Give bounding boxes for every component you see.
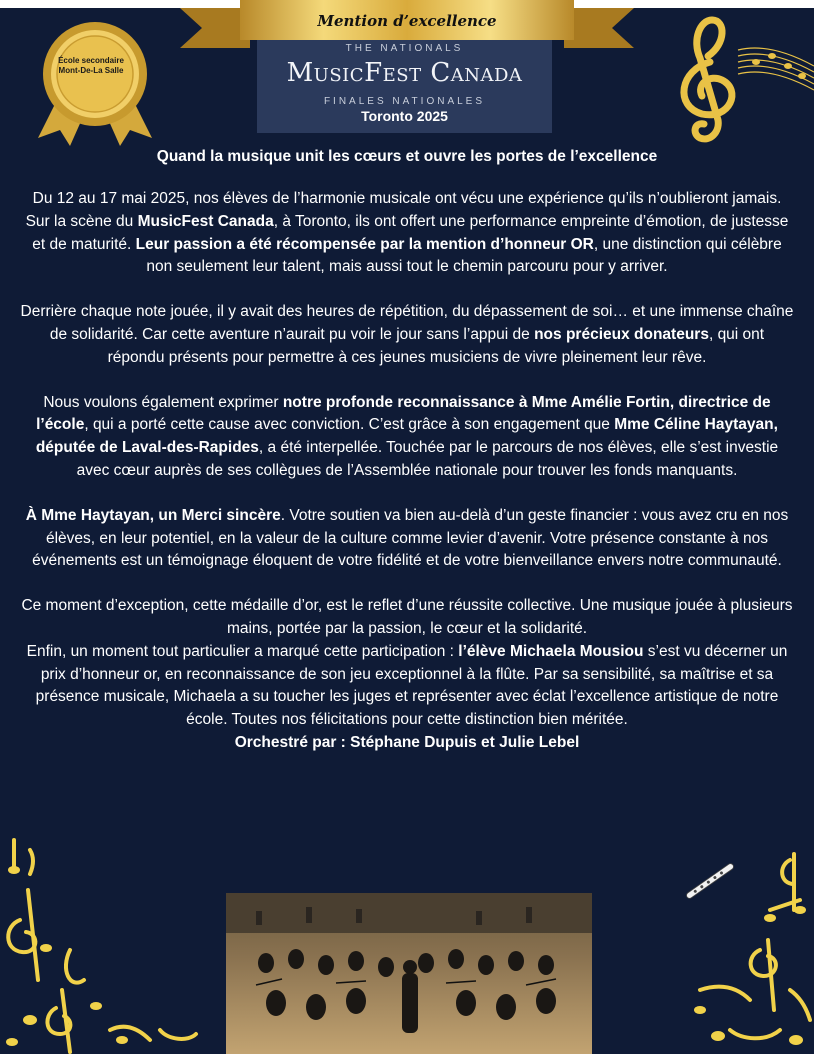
- logo-bottom-caption: FINALES NATIONALES: [323, 96, 486, 107]
- p1-bold-musicfest: MusicFest Canada: [137, 212, 274, 230]
- p6-text-c: s’est vu décerner un prix d’honneur or, en reconnaissance de son jeu exceptionnel à la flûte. Par sa sensibilité, sa maîtrise et sa présence musicale, Michaela a su toucher les juges et représenter avec éclat l’excellence artistique de notre école. Toutes nos félicitations pour cette distinction bien méritée.: [35, 642, 788, 729]
- p1-bold-passion: Leur passion a été récompensée par la mention d’honneur OR: [135, 235, 594, 253]
- p4-text-b: . Votre soutien va bien au-delà d’un geste financier : vous avez cru en nos élèves, en leur potentiel, en la valeur de la culture comme levier d’avenir. Votre présence constante à nos événements est un témoignage éloquent de votre fidélité et de votre bienveillance envers notre communauté.: [32, 506, 789, 570]
- p1-text-c: , à Toronto, ils ont offert une performance empreinte d’émotion, de justesse et de maturité.: [32, 212, 789, 253]
- paragraph-6: [20, 641, 794, 732]
- paragraph-2: [20, 301, 794, 369]
- p2-bold-donateurs: nos précieux donateurs: [534, 325, 709, 343]
- p3-text-c: , qui a porté cette cause avec conviction. C’est grâce à son engagement que: [84, 416, 615, 434]
- paragraph-3: [20, 392, 794, 483]
- p3-bold-fortin: notre profonde reconnaissance à Mme Amélie Fortin, directrice de l’école: [36, 393, 771, 434]
- logo-city: Toronto 2025: [361, 108, 448, 124]
- musicfest-logo: [257, 40, 552, 133]
- orchestra-photo: [226, 893, 592, 1054]
- ribbon-title: Mention d’excellence: [317, 12, 497, 30]
- treble-clef-icon: [660, 10, 814, 160]
- p6-text-a: Enfin, un moment tout particulier a marqué cette participation :: [26, 642, 459, 660]
- p3-text-a: Nous voulons également exprimer: [43, 393, 283, 411]
- article-title: Quand la musique unit les cœurs et ouvre les portes de l’excellence: [156, 148, 658, 165]
- logo-top-caption: THE NATIONALS: [345, 43, 464, 54]
- school-badge-text: École secondaire Mont-De-La Salle: [58, 56, 124, 75]
- p2-text-c: , qui ont répondu présents pour permettre à ces jeunes musiciens de vivre pleinement leur rêve.: [107, 325, 765, 366]
- p1-text-e: , une distinction qui célèbre non seulement leur talent, mais aussi tout le chemin parcouru pour y arriver.: [146, 235, 782, 276]
- p2-text-a: Derrière chaque note jouée, il y avait des heures de répétition, du dépassement de soi… et une immense chaîne de solidarité. Car cette aventure n’aurait pu voir le jour sans l’appui de: [20, 303, 794, 343]
- p4-bold-merci: À Mme Haytayan, un Merci sincère: [25, 506, 281, 524]
- paragraph-5: Ce moment d’exception, cette médaille d’or, est le reflet d’une réussite collective. Une musique jouée à plusieurs mains, portée par la passion, le cœur et la solidarité.: [21, 597, 793, 637]
- p6-bold-michaela: l’élève Michaela Mousiou: [458, 642, 644, 660]
- paragraph-4: [20, 505, 794, 573]
- music-notes-icon: [670, 840, 814, 1054]
- paragraph-1: [20, 188, 794, 279]
- music-notes-icon: [0, 830, 200, 1054]
- p1-text-a: Du 12 au 17 mai 2025, nos élèves de l’harmonie musicale ont vécu une expérience qu’ils n’oublieront jamais. Sur la scène du: [25, 190, 782, 230]
- signature: Orchestré par : Stéphane Dupuis et Julie Lebel: [234, 733, 580, 751]
- gold-medal-icon: [30, 18, 160, 148]
- article-body: [20, 146, 794, 777]
- logo-title: MusicFest Canada: [286, 58, 523, 88]
- p3-bold-haytayan: Mme Céline Haytayan, députée de Laval-des-Rapides: [35, 416, 778, 457]
- p3-text-e: , a été interpellée. Touchée par le parcours de nos élèves, elle s’est investie avec cœur auprès de ses collègues de l’Assemblée nationale pour trouver les fonds manquants.: [76, 439, 779, 479]
